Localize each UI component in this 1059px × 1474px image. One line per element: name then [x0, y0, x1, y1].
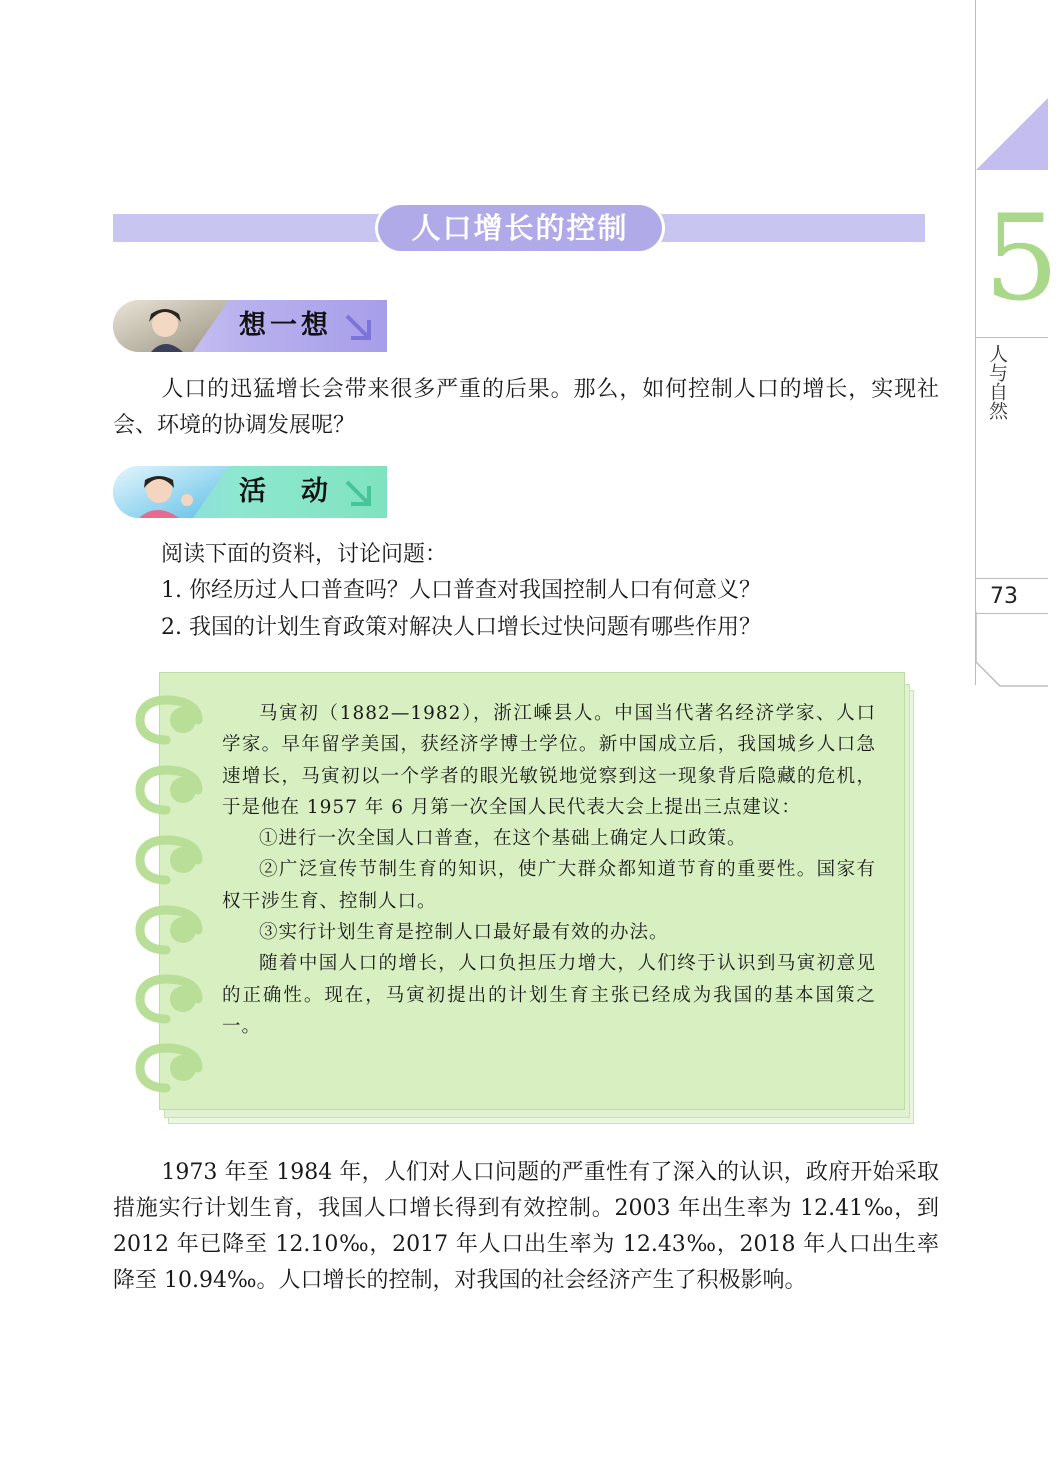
- binder-ring-icon: [136, 906, 202, 954]
- activity-question-1: 1. 你经历过人口普查吗？人口普查对我国控制人口有何意义？: [161, 578, 761, 603]
- think-banner: [113, 300, 387, 352]
- card-paragraph: ②广泛宣传节制生育的知识，使广大群众都知道节育的重要性。国家有权干涉生育、控制人口。: [222, 859, 876, 912]
- chapter-tab-divider: [976, 337, 1048, 338]
- activity-question-2: 2. 我国的计划生育政策对解决人口增长过快问题有哪些作用？: [161, 615, 761, 640]
- chapter-title: 人与自然: [986, 344, 1008, 420]
- binder-ring-icon: [136, 975, 202, 1023]
- card-paragraph: 马寅初（1882—1982），浙江嵊县人。中国当代著名经济学家、人口学家。早年留学美国，获经济学博士学位。新中国成立后，我国城乡人口急速增长，马寅初以一个学者的眼光敏锐地觉察到这一现象背后隐藏的危机，于是他在 1957 年 6 月第一次全国人民代表大会上提出三点建议：: [222, 703, 876, 818]
- card-paragraph: 随着中国人口的增长，人口负担压力增大，人们终于认识到马寅初意见的正确性。现在，马寅初提出的计划生育主张已经成为我国的基本国策之一。: [222, 953, 876, 1037]
- page-number: 73: [990, 584, 1018, 609]
- card-paragraph: ③实行计划生育是控制人口最好最有效的办法。: [259, 922, 669, 944]
- card-content: [222, 698, 876, 1042]
- section-title: 人口增长的控制: [411, 211, 629, 245]
- activity-banner: [113, 466, 387, 518]
- binder-ring-icon: [136, 696, 202, 744]
- chapter-tab-triangle: [976, 98, 1048, 170]
- think-label: 想一想: [239, 310, 332, 341]
- binder-ring-icon: [136, 836, 202, 884]
- binder-ring-icon: [136, 1044, 202, 1092]
- think-text: 人口的迅猛增长会带来很多严重的后果。那么，如何控制人口的增长，实现社会、环境的协调发展呢？: [113, 377, 939, 438]
- chapter-tab-corner: [976, 612, 1048, 688]
- activity-intro: 阅读下面的资料，讨论问题：: [161, 542, 448, 567]
- closing-paragraph: 1973 年至 1984 年，人们对人口问题的严重性有了深入的认识，政府开始采取措施实行计划生育，我国人口增长得到有效控制。2003 年出生率为 12.41‰，到 2012 年已降至 12.10‰，2017 年人口出生率为 12.43‰，2018 年人口出生率降至 10.94‰。人口增长的控制，对我国的社会经济产生了积极影响。: [113, 1160, 939, 1293]
- binder-ring-icon: [136, 766, 202, 814]
- chapter-number: 5: [984, 189, 1059, 327]
- activity-label: 活 动: [239, 476, 332, 507]
- card-paragraph: ①进行一次全国人口普查，在这个基础上确定人口政策。: [259, 828, 747, 850]
